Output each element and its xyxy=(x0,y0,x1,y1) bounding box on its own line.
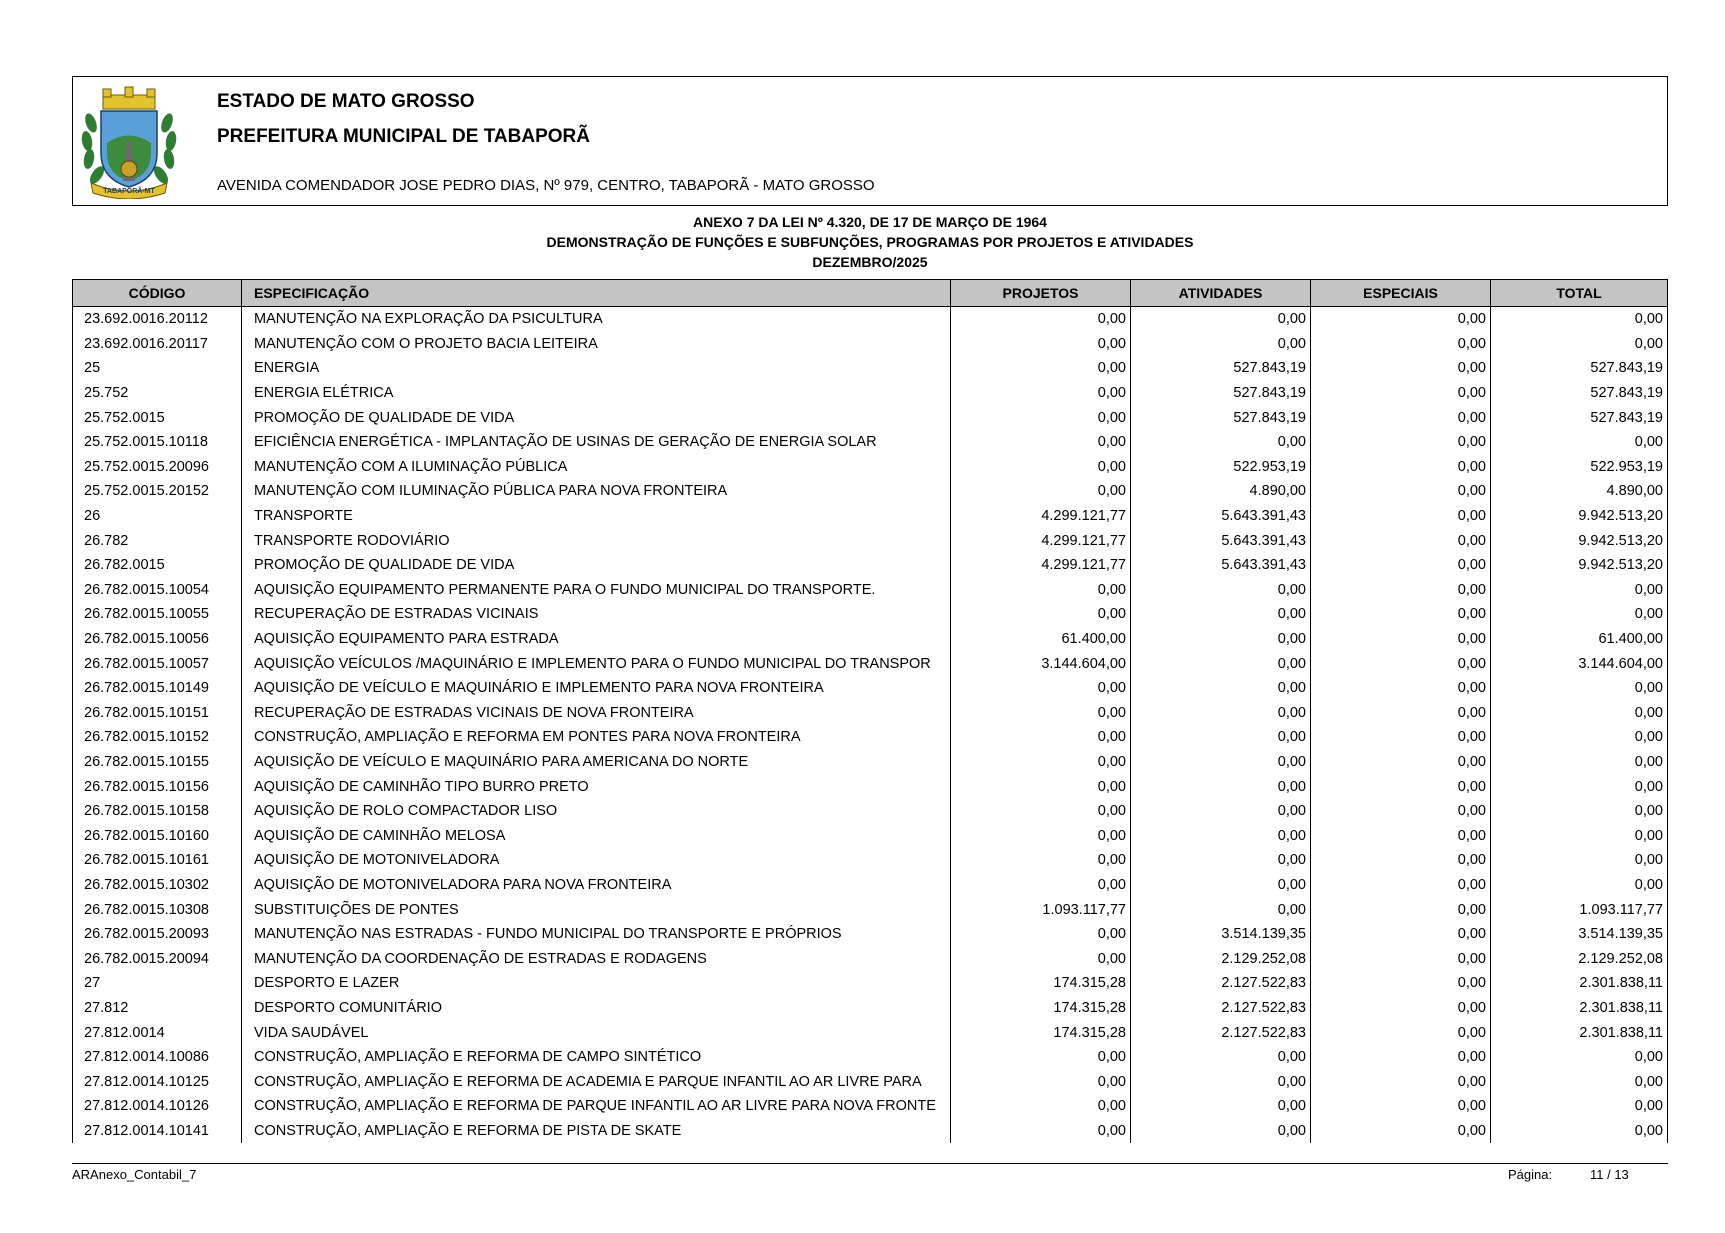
cell-total: 9.942.513,20 xyxy=(1490,528,1667,553)
cell-total: 0,00 xyxy=(1490,799,1667,824)
cell-atividades: 0,00 xyxy=(1130,897,1310,922)
cell-especificacao: AQUISIÇÃO DE MOTONIVELADORA PARA NOVA FRONTEIRA xyxy=(241,873,950,898)
cell-projetos: 3.144.604,00 xyxy=(950,651,1130,676)
cell-total: 527.843,19 xyxy=(1490,405,1667,430)
cell-total: 0,00 xyxy=(1490,1094,1667,1119)
cell-atividades: 0,00 xyxy=(1130,578,1310,603)
cell-projetos: 0,00 xyxy=(950,430,1130,455)
cell-atividades: 2.127.522,83 xyxy=(1130,971,1310,996)
cell-especiais: 0,00 xyxy=(1310,651,1490,676)
cell-projetos: 0,00 xyxy=(950,774,1130,799)
cell-total: 0,00 xyxy=(1490,750,1667,775)
table-row xyxy=(73,307,1667,332)
table-row xyxy=(73,774,1667,799)
cell-especificacao: MANUTENÇÃO COM ILUMINAÇÃO PÚBLICA PARA NOVA FRONTEIRA xyxy=(241,479,950,504)
cell-especificacao: AQUISIÇÃO DE VEÍCULO E MAQUINÁRIO PARA AMERICANA DO NORTE xyxy=(241,750,950,775)
column-header-codigo: CÓDIGO xyxy=(128,285,186,301)
cell-especiais: 0,00 xyxy=(1310,627,1490,652)
cell-especificacao: RECUPERAÇÃO DE ESTRADAS VICINAIS xyxy=(241,602,950,627)
cell-atividades: 2.127.522,83 xyxy=(1130,1020,1310,1045)
cell-especiais: 0,00 xyxy=(1310,799,1490,824)
table-header-row xyxy=(72,279,1668,307)
cell-especificacao: MANUTENÇÃO DA COORDENAÇÃO DE ESTRADAS E RODAGENS xyxy=(241,946,950,971)
cell-total: 2.301.838,11 xyxy=(1490,971,1667,996)
cell-codigo: 26.782.0015.10054 xyxy=(84,581,209,598)
cell-especiais: 0,00 xyxy=(1310,922,1490,947)
table-row xyxy=(73,651,1667,676)
cell-projetos: 0,00 xyxy=(950,479,1130,504)
cell-projetos: 4.299.121,77 xyxy=(950,553,1130,578)
table-row xyxy=(73,848,1667,873)
cell-total: 0,00 xyxy=(1490,873,1667,898)
cell-atividades: 5.643.391,43 xyxy=(1130,553,1310,578)
cell-especificacao: AQUISIÇÃO DE CAMINHÃO TIPO BURRO PRETO xyxy=(241,774,950,799)
cell-codigo: 26.782.0015.10302 xyxy=(84,876,209,893)
cell-total: 0,00 xyxy=(1490,602,1667,627)
cell-codigo: 26.782.0015.10152 xyxy=(84,729,209,746)
cell-codigo: 26.782.0015 xyxy=(84,557,165,574)
cell-projetos: 4.299.121,77 xyxy=(950,504,1130,529)
cell-especiais: 0,00 xyxy=(1310,897,1490,922)
cell-total: 0,00 xyxy=(1490,1119,1667,1144)
cell-projetos: 0,00 xyxy=(950,405,1130,430)
cell-projetos: 0,00 xyxy=(950,701,1130,726)
column-header-especificacao: ESPECIFICAÇÃO xyxy=(241,280,950,306)
cell-codigo: 26.782.0015.10160 xyxy=(84,827,209,844)
cell-especificacao: AQUISIÇÃO EQUIPAMENTO PARA ESTRADA xyxy=(241,627,950,652)
cell-total: 9.942.513,20 xyxy=(1490,553,1667,578)
cell-especiais: 0,00 xyxy=(1310,1094,1490,1119)
cell-atividades: 2.129.252,08 xyxy=(1130,946,1310,971)
cell-codigo: 25.752.0015.10118 xyxy=(84,434,208,451)
cell-codigo: 25.752.0015.20096 xyxy=(84,458,209,475)
cell-atividades: 0,00 xyxy=(1130,1094,1310,1119)
table-row xyxy=(73,504,1667,529)
table-row xyxy=(73,750,1667,775)
cell-especificacao: SUBSTITUIÇÕES DE PONTES xyxy=(241,897,950,922)
cell-especiais: 0,00 xyxy=(1310,504,1490,529)
table-row xyxy=(73,553,1667,578)
cell-especificacao: AQUISIÇÃO DE CAMINHÃO MELOSA xyxy=(241,823,950,848)
cell-codigo: 26.782.0015.10308 xyxy=(84,901,209,918)
table-row xyxy=(73,1045,1667,1070)
cell-especificacao: VIDA SAUDÁVEL xyxy=(241,1020,950,1045)
cell-total: 9.942.513,20 xyxy=(1490,504,1667,529)
cell-total: 0,00 xyxy=(1490,701,1667,726)
cell-projetos: 0,00 xyxy=(950,578,1130,603)
cell-especiais: 0,00 xyxy=(1310,528,1490,553)
cell-total: 2.301.838,11 xyxy=(1490,996,1667,1021)
column-header-total: TOTAL xyxy=(1490,280,1667,306)
cell-especiais: 0,00 xyxy=(1310,873,1490,898)
cell-projetos: 174.315,28 xyxy=(950,971,1130,996)
cell-projetos: 0,00 xyxy=(950,946,1130,971)
cell-especificacao: CONSTRUÇÃO, AMPLIAÇÃO E REFORMA EM PONTES PARA NOVA FRONTEIRA xyxy=(241,725,950,750)
cell-especiais: 0,00 xyxy=(1310,455,1490,480)
cell-especiais: 0,00 xyxy=(1310,381,1490,406)
cell-projetos: 0,00 xyxy=(950,602,1130,627)
cell-atividades: 0,00 xyxy=(1130,848,1310,873)
cell-projetos: 0,00 xyxy=(950,455,1130,480)
cell-atividades: 0,00 xyxy=(1130,307,1310,332)
cell-codigo: 26.782.0015.20093 xyxy=(84,926,209,943)
column-header-projetos: PROJETOS xyxy=(950,280,1130,306)
table-row xyxy=(73,922,1667,947)
cell-projetos: 0,00 xyxy=(950,873,1130,898)
cell-total: 0,00 xyxy=(1490,307,1667,332)
cell-projetos: 0,00 xyxy=(950,381,1130,406)
cell-atividades: 0,00 xyxy=(1130,651,1310,676)
cell-atividades: 0,00 xyxy=(1130,627,1310,652)
cell-projetos: 0,00 xyxy=(950,848,1130,873)
cell-atividades: 527.843,19 xyxy=(1130,381,1310,406)
cell-total: 0,00 xyxy=(1490,823,1667,848)
cell-codigo: 26.782.0015.10055 xyxy=(84,606,209,623)
cell-projetos: 0,00 xyxy=(950,823,1130,848)
cell-especificacao: AQUISIÇÃO DE ROLO COMPACTADOR LISO xyxy=(241,799,950,824)
cell-atividades: 0,00 xyxy=(1130,750,1310,775)
cell-atividades: 0,00 xyxy=(1130,1045,1310,1070)
cell-codigo: 26.782 xyxy=(84,532,129,549)
cell-total: 2.129.252,08 xyxy=(1490,946,1667,971)
cell-especiais: 0,00 xyxy=(1310,823,1490,848)
cell-especificacao: TRANSPORTE xyxy=(241,504,950,529)
cell-atividades: 0,00 xyxy=(1130,430,1310,455)
table-row xyxy=(73,1094,1667,1119)
cell-total: 4.890,00 xyxy=(1490,479,1667,504)
table-row xyxy=(73,528,1667,553)
cell-total: 0,00 xyxy=(1490,774,1667,799)
report-period: DEZEMBRO/2025 xyxy=(812,254,928,270)
cell-projetos: 61.400,00 xyxy=(950,627,1130,652)
cell-especiais: 0,00 xyxy=(1310,971,1490,996)
cell-atividades: 5.643.391,43 xyxy=(1130,504,1310,529)
table-row xyxy=(73,996,1667,1021)
footer-divider xyxy=(72,1163,1668,1164)
cell-especiais: 0,00 xyxy=(1310,676,1490,701)
cell-especificacao: MANUTENÇÃO COM A ILUMINAÇÃO PÚBLICA xyxy=(241,455,950,480)
cell-codigo: 27.812.0014.10086 xyxy=(84,1049,209,1066)
cell-atividades: 0,00 xyxy=(1130,799,1310,824)
cell-total: 0,00 xyxy=(1490,848,1667,873)
cell-projetos: 0,00 xyxy=(950,676,1130,701)
cell-codigo: 26 xyxy=(84,508,101,525)
cell-especificacao: CONSTRUÇÃO, AMPLIAÇÃO E REFORMA DE CAMPO SINTÉTICO xyxy=(241,1045,950,1070)
cell-total: 2.301.838,11 xyxy=(1490,1020,1667,1045)
cell-projetos: 0,00 xyxy=(950,307,1130,332)
cell-atividades: 527.843,19 xyxy=(1130,356,1310,381)
cell-total: 0,00 xyxy=(1490,332,1667,357)
cell-codigo: 27 xyxy=(84,975,101,992)
table-row xyxy=(73,578,1667,603)
cell-especiais: 0,00 xyxy=(1310,701,1490,726)
cell-total: 3.144.604,00 xyxy=(1490,651,1667,676)
table-row xyxy=(73,725,1667,750)
table-row xyxy=(73,971,1667,996)
column-header-especiais: ESPECIAIS xyxy=(1310,280,1490,306)
table-row xyxy=(73,455,1667,480)
cell-projetos: 1.093.117,77 xyxy=(950,897,1130,922)
table-row xyxy=(73,1069,1667,1094)
cell-projetos: 0,00 xyxy=(950,1045,1130,1070)
cell-projetos: 0,00 xyxy=(950,1119,1130,1144)
cell-projetos: 174.315,28 xyxy=(950,1020,1130,1045)
page-number: 11 / 13 xyxy=(1590,1167,1629,1182)
cell-total: 527.843,19 xyxy=(1490,356,1667,381)
page-label: Página: xyxy=(1508,1167,1553,1182)
cell-codigo: 27.812.0014.10125 xyxy=(84,1073,209,1090)
report-titles xyxy=(72,212,1668,272)
cell-especiais: 0,00 xyxy=(1310,430,1490,455)
cell-codigo: 26.782.0015.20094 xyxy=(84,950,209,967)
cell-total: 0,00 xyxy=(1490,578,1667,603)
cell-especiais: 0,00 xyxy=(1310,356,1490,381)
table-row xyxy=(73,381,1667,406)
report-title-description: DEMONSTRAÇÃO DE FUNÇÕES E SUBFUNÇÕES, PROGRAMAS POR PROJETOS E ATIVIDADES xyxy=(546,234,1194,250)
prefeitura-name: PREFEITURA MUNICIPAL DE TABAPORÃ xyxy=(217,126,590,147)
cell-projetos: 4.299.121,77 xyxy=(950,528,1130,553)
cell-total: 0,00 xyxy=(1490,430,1667,455)
cell-projetos: 0,00 xyxy=(950,750,1130,775)
table-row xyxy=(73,627,1667,652)
cell-especiais: 0,00 xyxy=(1310,725,1490,750)
cell-atividades: 0,00 xyxy=(1130,701,1310,726)
cell-especiais: 0,00 xyxy=(1310,750,1490,775)
cell-total: 522.953,19 xyxy=(1490,455,1667,480)
cell-atividades: 0,00 xyxy=(1130,332,1310,357)
cell-atividades: 2.127.522,83 xyxy=(1130,996,1310,1021)
cell-especificacao: AQUISIÇÃO VEÍCULOS /MAQUINÁRIO E IMPLEMENTO PARA O FUNDO MUNICIPAL DO TRANSPOR xyxy=(241,651,950,676)
cell-projetos: 0,00 xyxy=(950,725,1130,750)
cell-atividades: 0,00 xyxy=(1130,873,1310,898)
cell-codigo: 27.812 xyxy=(84,999,129,1016)
cell-codigo: 27.812.0014.10126 xyxy=(84,1098,209,1115)
cell-total: 0,00 xyxy=(1490,1069,1667,1094)
cell-total: 3.514.139,35 xyxy=(1490,922,1667,947)
cell-especificacao: ENERGIA ELÉTRICA xyxy=(241,381,950,406)
table-row xyxy=(73,676,1667,701)
table-row xyxy=(73,356,1667,381)
cell-projetos: 0,00 xyxy=(950,1094,1130,1119)
cell-total: 61.400,00 xyxy=(1490,627,1667,652)
cell-codigo: 25.752.0015.20152 xyxy=(84,483,209,500)
cell-especificacao: MANUTENÇÃO COM O PROJETO BACIA LEITEIRA xyxy=(241,332,950,357)
cell-total: 527.843,19 xyxy=(1490,381,1667,406)
cell-especiais: 0,00 xyxy=(1310,774,1490,799)
cell-especificacao: MANUTENÇÃO NAS ESTRADAS - FUNDO MUNICIPAL DO TRANSPORTE E PRÓPRIOS xyxy=(241,922,950,947)
cell-codigo: 26.782.0015.10158 xyxy=(84,803,209,820)
cell-especificacao: TRANSPORTE RODOVIÁRIO xyxy=(241,528,950,553)
cell-especiais: 0,00 xyxy=(1310,996,1490,1021)
cell-especificacao: MANUTENÇÃO NA EXPLORAÇÃO DA PSICULTURA xyxy=(241,307,950,332)
cell-projetos: 0,00 xyxy=(950,799,1130,824)
cell-especiais: 0,00 xyxy=(1310,602,1490,627)
table-row xyxy=(73,332,1667,357)
cell-especiais: 0,00 xyxy=(1310,1119,1490,1144)
cell-atividades: 522.953,19 xyxy=(1130,455,1310,480)
table-row xyxy=(73,897,1667,922)
table-row xyxy=(73,479,1667,504)
cell-projetos: 0,00 xyxy=(950,332,1130,357)
cell-codigo: 26.782.0015.10161 xyxy=(84,852,209,869)
cell-especiais: 0,00 xyxy=(1310,848,1490,873)
table-row xyxy=(73,873,1667,898)
cell-especiais: 0,00 xyxy=(1310,578,1490,603)
cell-especificacao: PROMOÇÃO DE QUALIDADE DE VIDA xyxy=(241,553,950,578)
cell-projetos: 0,00 xyxy=(950,1069,1130,1094)
state-name: ESTADO DE MATO GROSSO xyxy=(217,91,475,112)
cell-codigo: 23.692.0016.20117 xyxy=(84,335,208,352)
cell-especificacao: AQUISIÇÃO DE VEÍCULO E MAQUINÁRIO E IMPLEMENTO PARA NOVA FRONTEIRA xyxy=(241,676,950,701)
cell-especiais: 0,00 xyxy=(1310,553,1490,578)
cell-especiais: 0,00 xyxy=(1310,405,1490,430)
cell-especificacao: CONSTRUÇÃO, AMPLIAÇÃO E REFORMA DE PISTA DE SKATE xyxy=(241,1119,950,1144)
table-row xyxy=(73,823,1667,848)
cell-especificacao: DESPORTO COMUNITÁRIO xyxy=(241,996,950,1021)
cell-especificacao: ENERGIA xyxy=(241,356,950,381)
cell-codigo: 23.692.0016.20112 xyxy=(84,311,208,328)
cell-codigo: 27.812.0014 xyxy=(84,1024,165,1041)
municipal-coat-of-arms-logo xyxy=(77,83,181,199)
table-row xyxy=(73,1119,1667,1144)
cell-especificacao: EFICIÊNCIA ENERGÉTICA - IMPLANTAÇÃO DE USINAS DE GERAÇÃO DE ENERGIA SOLAR xyxy=(241,430,950,455)
cell-total: 0,00 xyxy=(1490,1045,1667,1070)
cell-total: 1.093.117,77 xyxy=(1490,897,1667,922)
cell-especificacao: AQUISIÇÃO DE MOTONIVELADORA xyxy=(241,848,950,873)
table-row xyxy=(73,430,1667,455)
cell-total: 0,00 xyxy=(1490,676,1667,701)
table-body xyxy=(72,307,1668,1143)
cell-codigo: 25 xyxy=(84,360,101,377)
cell-projetos: 0,00 xyxy=(950,922,1130,947)
svg-text:TABAPORÃ-MT: TABAPORÃ-MT xyxy=(103,188,155,195)
cell-especiais: 0,00 xyxy=(1310,307,1490,332)
cell-codigo: 26.782.0015.10151 xyxy=(84,704,209,721)
cell-atividades: 0,00 xyxy=(1130,823,1310,848)
cell-codigo: 26.782.0015.10056 xyxy=(84,631,209,648)
table-row xyxy=(73,602,1667,627)
cell-especificacao: DESPORTO E LAZER xyxy=(241,971,950,996)
cell-especificacao: RECUPERAÇÃO DE ESTRADAS VICINAIS DE NOVA FRONTEIRA xyxy=(241,701,950,726)
column-header-atividades: ATIVIDADES xyxy=(1130,280,1310,306)
cell-especificacao: CONSTRUÇÃO, AMPLIAÇÃO E REFORMA DE ACADEMIA E PARQUE INFANTIL AO AR LIVRE PARA xyxy=(241,1069,950,1094)
cell-atividades: 3.514.139,35 xyxy=(1130,922,1310,947)
table-row xyxy=(73,1020,1667,1045)
table-row xyxy=(73,799,1667,824)
cell-atividades: 5.643.391,43 xyxy=(1130,528,1310,553)
cell-projetos: 0,00 xyxy=(950,356,1130,381)
table-row xyxy=(73,405,1667,430)
cell-total: 0,00 xyxy=(1490,725,1667,750)
cell-atividades: 0,00 xyxy=(1130,774,1310,799)
cell-codigo: 25.752 xyxy=(84,385,129,402)
cell-atividades: 0,00 xyxy=(1130,1069,1310,1094)
report-title-law: ANEXO 7 DA LEI Nº 4.320, DE 17 DE MARÇO DE 1964 xyxy=(693,214,1047,230)
document-header xyxy=(72,76,1668,206)
cell-atividades: 0,00 xyxy=(1130,602,1310,627)
cell-codigo: 26.782.0015.10155 xyxy=(84,753,209,770)
cell-especificacao: CONSTRUÇÃO, AMPLIAÇÃO E REFORMA DE PARQUE INFANTIL AO AR LIVRE PARA NOVA FRONTE xyxy=(241,1094,950,1119)
report-file-name: ARAnexo_Contabil_7 xyxy=(72,1167,197,1182)
cell-projetos: 174.315,28 xyxy=(950,996,1130,1021)
cell-codigo: 26.782.0015.10156 xyxy=(84,778,209,795)
cell-atividades: 4.890,00 xyxy=(1130,479,1310,504)
cell-especiais: 0,00 xyxy=(1310,332,1490,357)
cell-especiais: 0,00 xyxy=(1310,946,1490,971)
cell-codigo: 26.782.0015.10149 xyxy=(84,680,209,697)
cell-codigo: 26.782.0015.10057 xyxy=(84,655,209,672)
cell-atividades: 0,00 xyxy=(1130,1119,1310,1144)
cell-atividades: 527.843,19 xyxy=(1130,405,1310,430)
table-row xyxy=(73,946,1667,971)
cell-especiais: 0,00 xyxy=(1310,479,1490,504)
budget-table xyxy=(72,279,1668,1143)
table-row xyxy=(73,701,1667,726)
cell-especiais: 0,00 xyxy=(1310,1069,1490,1094)
cell-codigo: 27.812.0014.10141 xyxy=(84,1122,209,1139)
cell-especificacao: PROMOÇÃO DE QUALIDADE DE VIDA xyxy=(241,405,950,430)
cell-especificacao: AQUISIÇÃO EQUIPAMENTO PERMANENTE PARA O FUNDO MUNICIPAL DO TRANSPORTE. xyxy=(241,578,950,603)
cell-atividades: 0,00 xyxy=(1130,676,1310,701)
cell-especiais: 0,00 xyxy=(1310,1045,1490,1070)
cell-atividades: 0,00 xyxy=(1130,725,1310,750)
cell-codigo: 25.752.0015 xyxy=(84,409,165,426)
cell-especiais: 0,00 xyxy=(1310,1020,1490,1045)
prefeitura-address: AVENIDA COMENDADOR JOSE PEDRO DIAS, Nº 979, CENTRO, TABAPORÃ - MATO GROSSO xyxy=(217,177,875,194)
